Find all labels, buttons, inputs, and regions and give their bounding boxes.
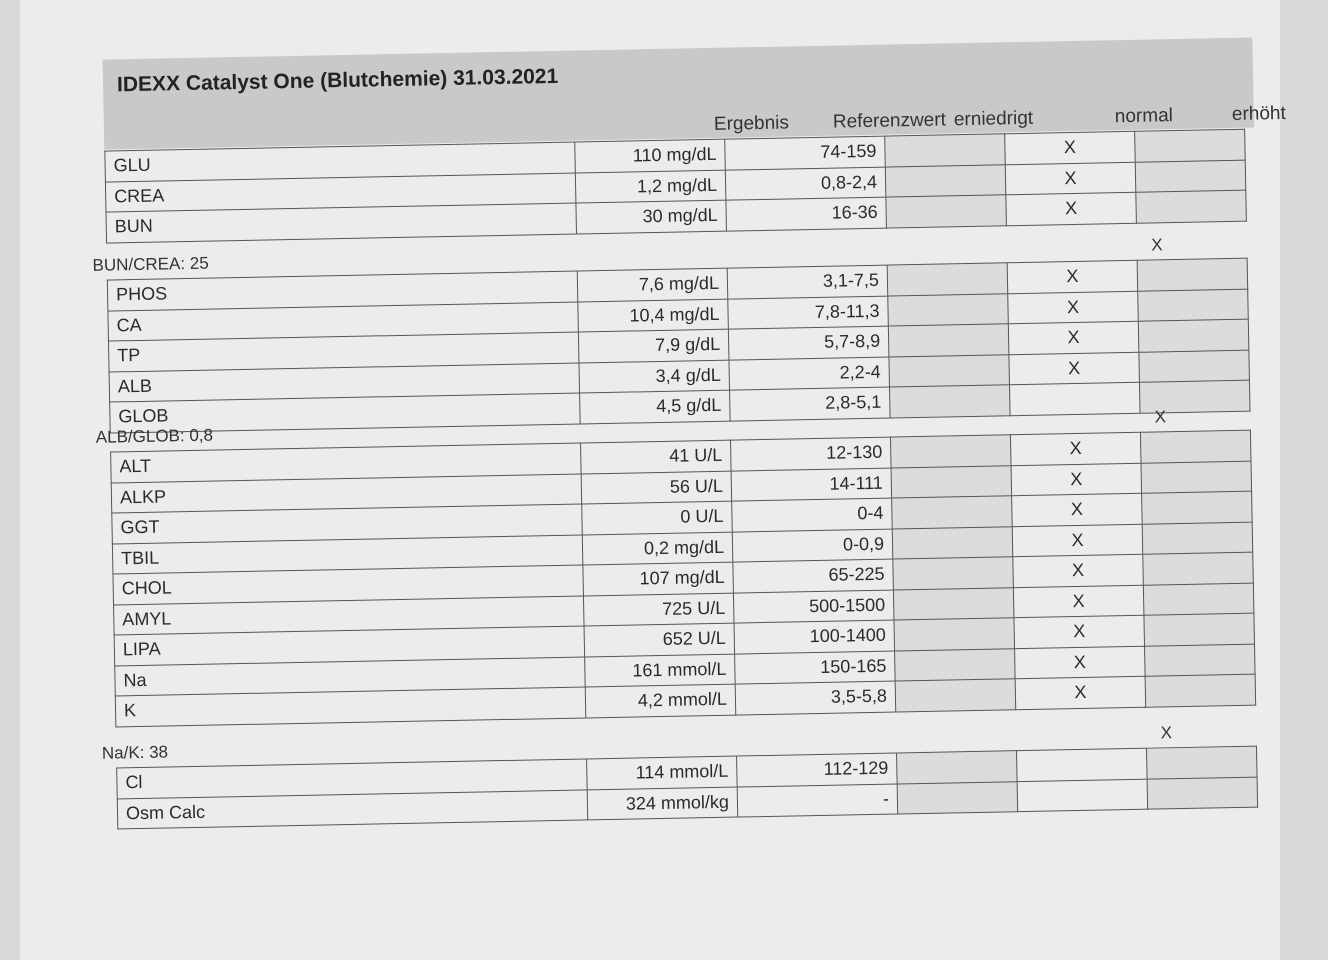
- result-value: 652 U/L: [584, 623, 735, 656]
- cell-erniedrigt: [885, 164, 1006, 197]
- cell-erniedrigt: [890, 435, 1011, 468]
- cell-erniedrigt: [892, 496, 1013, 529]
- analyte-name: ALB: [109, 363, 579, 403]
- cell-erniedrigt: [890, 385, 1011, 418]
- report-title: IDEXX Catalyst One (Blutchemie) 31.03.2021: [116, 64, 559, 97]
- reference-range: 100-1400: [734, 620, 895, 654]
- reference-range: 74-159: [725, 136, 886, 170]
- cell-erhoeht: [1139, 350, 1250, 383]
- cell-normal: [1017, 779, 1148, 812]
- cell-erhoeht: [1145, 674, 1256, 707]
- analyte-name: GLOB: [110, 393, 580, 433]
- result-value: 7,6 mg/dL: [577, 268, 728, 301]
- analyte-name: LIPA: [114, 626, 584, 666]
- reference-range: 112-129: [737, 753, 898, 787]
- cell-erhoeht: [1140, 430, 1251, 463]
- cell-erniedrigt: [895, 648, 1016, 681]
- cell-normal: X: [1010, 432, 1141, 465]
- results-table: [116, 746, 1258, 830]
- cell-normal: X: [1012, 493, 1143, 526]
- analyte-name: ALT: [111, 443, 581, 483]
- cell-erhoeht: [1138, 289, 1249, 322]
- header-erniedrigt: erniedrigt: [953, 107, 1034, 131]
- cell-erhoeht: [1137, 258, 1248, 291]
- result-value: 56 U/L: [581, 471, 732, 504]
- reference-range: 3,5-5,8: [735, 681, 896, 715]
- cell-erhoeht: [1136, 190, 1247, 223]
- results-table: [107, 258, 1251, 433]
- cell-erhoeht: [1142, 491, 1253, 524]
- reference-range: 16-36: [726, 197, 887, 231]
- analyte-name: BUN: [106, 203, 576, 243]
- cell-erniedrigt: [888, 293, 1009, 326]
- cell-normal: [1017, 748, 1148, 781]
- cell-erniedrigt: [889, 354, 1010, 387]
- reference-range: 150-165: [735, 651, 896, 685]
- cell-erniedrigt: [893, 587, 1014, 620]
- analyte-name: CHOL: [113, 565, 583, 605]
- cell-erniedrigt: [885, 134, 1006, 167]
- result-value: 161 mmol/L: [585, 654, 736, 687]
- reference-range: 65-225: [733, 559, 894, 593]
- cell-erhoeht: [1143, 583, 1254, 616]
- reference-range: 2,2-4: [729, 357, 890, 391]
- analyte-name: PHOS: [107, 271, 577, 311]
- analyte-name: GLU: [105, 142, 575, 182]
- section-label: BUN/CREA: 25: [92, 253, 209, 275]
- cell-erhoeht: [1138, 319, 1249, 352]
- cell-erhoeht: [1146, 746, 1257, 779]
- cell-erniedrigt: [888, 324, 1009, 357]
- result-value: 324 mmol/kg: [587, 787, 738, 820]
- cell-normal: X: [1008, 291, 1139, 324]
- header-ergebnis: Ergebnis: [713, 112, 790, 135]
- analyte-name: GGT: [112, 504, 582, 544]
- header-normal: normal: [1114, 105, 1174, 128]
- cell-normal: X: [1013, 554, 1144, 587]
- cell-erhoeht: [1144, 613, 1255, 646]
- section-label: ALB/GLOB: 0,8: [95, 425, 214, 447]
- result-value: 41 U/L: [581, 440, 732, 473]
- cell-erhoeht: [1147, 777, 1258, 810]
- result-value: 7,9 g/dL: [578, 329, 729, 362]
- cell-normal: X: [1007, 260, 1138, 293]
- section-label-mark: X: [1151, 235, 1163, 255]
- cell-erniedrigt: [892, 526, 1013, 559]
- result-value: 0 U/L: [582, 501, 733, 534]
- analyte-name: CREA: [105, 173, 575, 213]
- cell-normal: X: [1009, 352, 1140, 385]
- result-value: 114 mmol/L: [587, 756, 738, 789]
- result-value: 4,5 g/dL: [580, 390, 731, 423]
- cell-erhoeht: [1135, 160, 1246, 193]
- cell-erhoeht: [1142, 522, 1253, 555]
- reference-range: 500-1500: [733, 590, 894, 624]
- reference-range: 2,8-5,1: [730, 387, 891, 421]
- reference-range: 0,8-2,4: [725, 167, 886, 201]
- result-value: 107 mg/dL: [583, 562, 734, 595]
- cell-normal: X: [1011, 463, 1142, 496]
- cell-erniedrigt: [893, 557, 1014, 590]
- lab-report: [82, 8, 1286, 850]
- cell-erniedrigt: [886, 195, 1007, 228]
- analyte-name: ALKP: [111, 474, 581, 514]
- result-value: 110 mg/dL: [575, 139, 726, 172]
- cell-normal: X: [1008, 321, 1139, 354]
- reference-range: 5,7-8,9: [728, 326, 889, 360]
- result-value: 10,4 mg/dL: [578, 299, 729, 332]
- analyte-name: Osm Calc: [117, 789, 587, 829]
- result-value: 1,2 mg/dL: [575, 170, 726, 203]
- section-label-mark: X: [1160, 723, 1173, 743]
- analyte-name: Cl: [117, 759, 587, 799]
- result-value: 725 U/L: [583, 593, 734, 626]
- analyte-name: TP: [108, 332, 578, 372]
- reference-range: 12-130: [730, 437, 891, 471]
- cell-erhoeht: [1135, 129, 1246, 162]
- reference-range: 0-4: [732, 498, 893, 532]
- cell-erniedrigt: [897, 781, 1018, 814]
- result-value: 4,2 mmol/L: [585, 684, 736, 717]
- section-label: Na/K: 38: [101, 742, 169, 763]
- cell-normal: X: [1015, 676, 1146, 709]
- header-referenzwert: Referenzwert: [832, 109, 947, 133]
- cell-erniedrigt: [887, 263, 1008, 296]
- cell-normal: X: [1012, 524, 1143, 557]
- reference-range: -: [737, 783, 898, 817]
- cell-erhoeht: [1145, 644, 1256, 677]
- cell-normal: X: [1005, 131, 1136, 164]
- result-value: 0,2 mg/dL: [582, 532, 733, 565]
- reference-range: 3,1-7,5: [727, 265, 888, 299]
- cell-erniedrigt: [897, 751, 1018, 784]
- results-table: [110, 430, 1256, 727]
- analyte-name: CA: [108, 302, 578, 342]
- cell-normal: X: [1006, 192, 1137, 225]
- cell-normal: X: [1005, 162, 1136, 195]
- header-erhoeht: erhöht: [1231, 102, 1286, 125]
- cell-erhoeht: [1143, 552, 1254, 585]
- cell-erniedrigt: [894, 618, 1015, 651]
- cell-erniedrigt: [895, 679, 1016, 712]
- result-value: 30 mg/dL: [576, 200, 727, 233]
- analyte-name: K: [115, 687, 585, 727]
- section-label-mark: X: [1154, 407, 1167, 427]
- cell-normal: X: [1015, 646, 1146, 679]
- cell-normal: X: [1013, 585, 1144, 618]
- analyte-name: TBIL: [112, 534, 582, 574]
- reference-range: 14-111: [731, 468, 892, 502]
- cell-normal: [1009, 382, 1140, 415]
- analyte-name: Na: [115, 656, 585, 696]
- result-value: 3,4 g/dL: [579, 360, 730, 393]
- analyte-name: AMYL: [114, 595, 584, 635]
- cell-erhoeht: [1141, 461, 1252, 494]
- cell-normal: X: [1014, 615, 1145, 648]
- cell-erniedrigt: [891, 465, 1012, 498]
- reference-range: 7,8-11,3: [728, 296, 889, 330]
- paper-sheet: [20, 0, 1286, 960]
- reference-range: 0-0,9: [732, 529, 893, 563]
